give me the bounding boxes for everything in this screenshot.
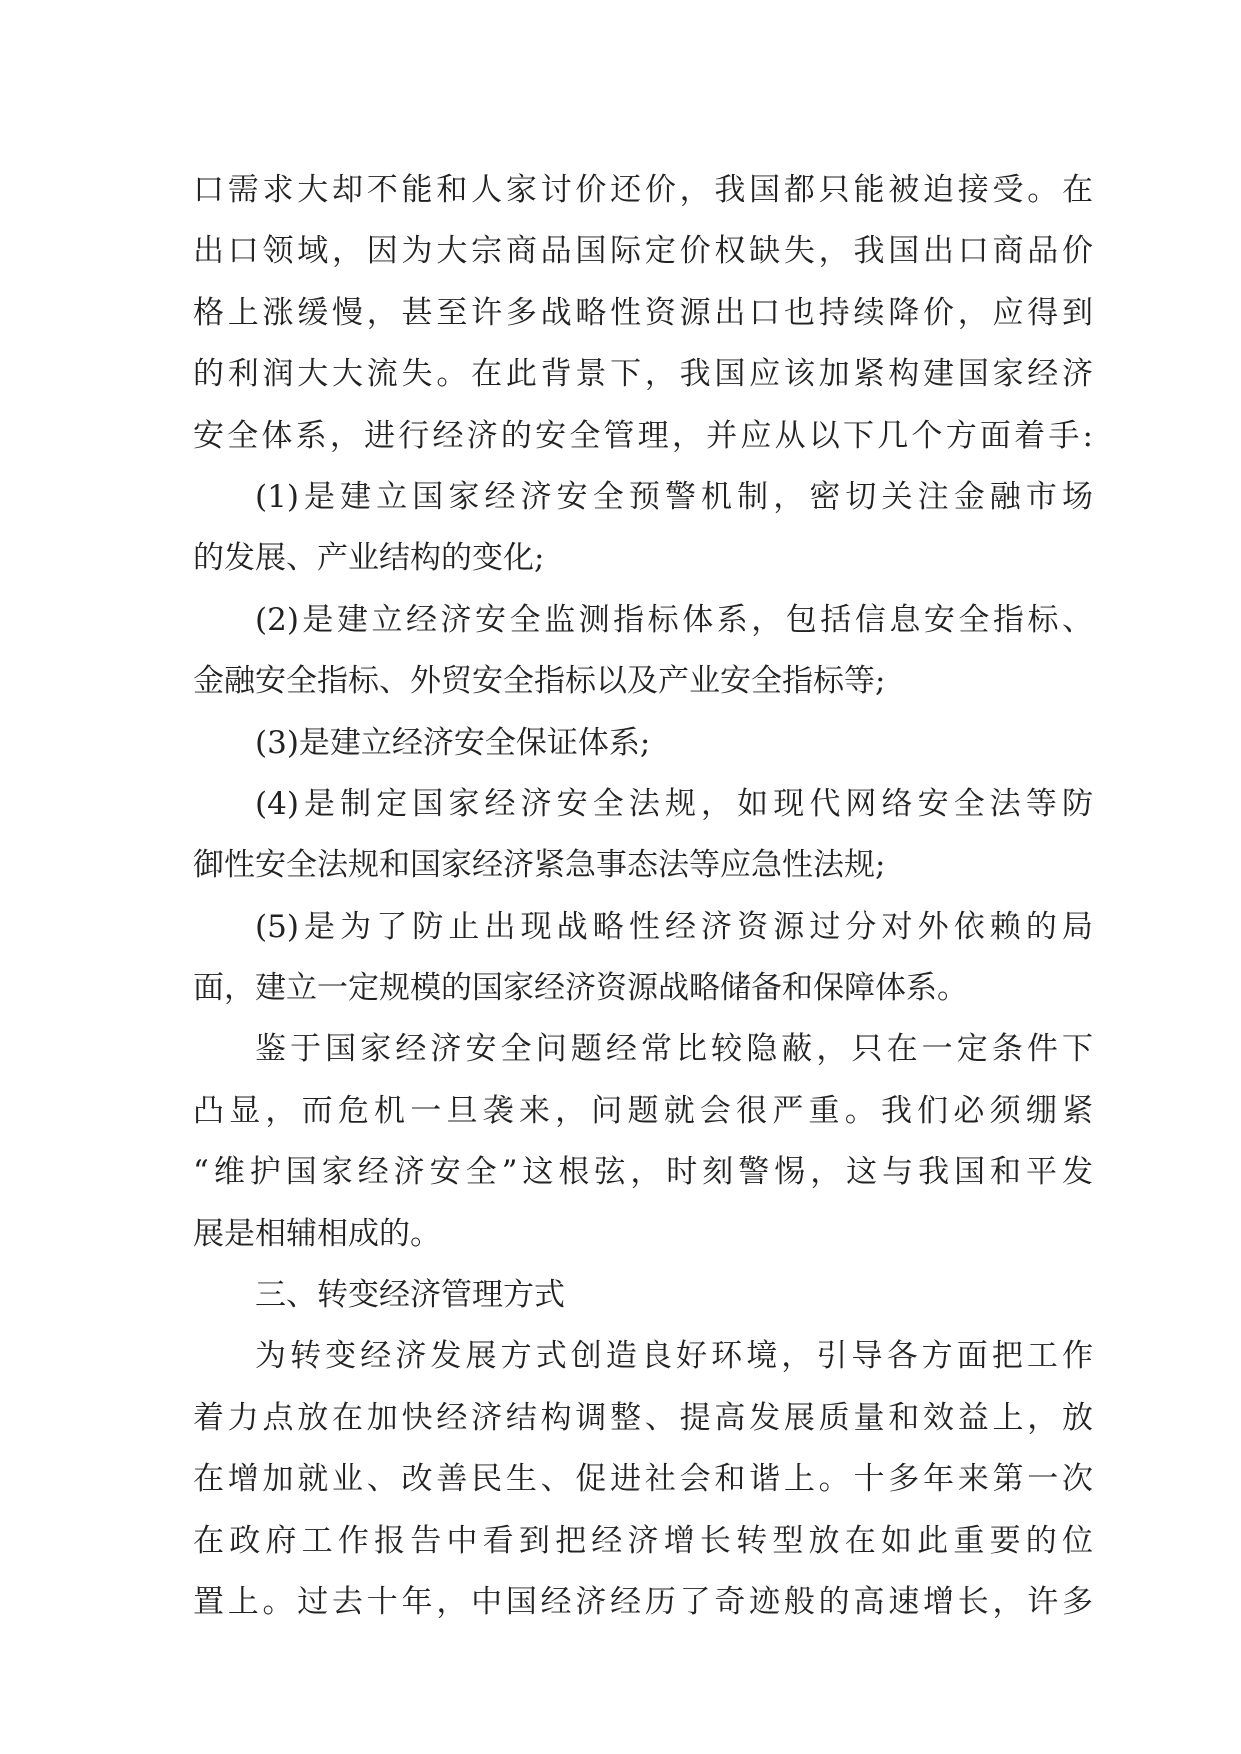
list-item-5-line: (5)是为了防止出现战略性经济资源过分对外依赖的局 (255, 908, 1093, 945)
section-heading: 三、转变经济管理方式 (255, 1277, 565, 1314)
text-line: “维护国家经济安全”这根弦，时刻警惕，这与我国和平发 (193, 1154, 1093, 1191)
document-body (193, 160, 1093, 1633)
list-item-4-line: (4)是制定国家经济安全法规，如现代网络安全法等防 (255, 785, 1093, 822)
text-line: 格上涨缓慢，甚至许多战略性资源出口也持续降价，应得到 (193, 294, 1093, 331)
text-line: 口需求大却不能和人家讨价还价，我国都只能被迫接受。在 (193, 172, 1093, 208)
text-line: 的发展、产业结构的变化; (193, 540, 545, 577)
text-line: 着力点放在加快经济结构调整、提高发展质量和效益上，放 (193, 1399, 1093, 1436)
text-line: 安全体系，进行经济的安全管理，并应从以下几个方面着手: (193, 417, 1093, 454)
text-line: 御性安全法规和国家经济紧急事态法等应急性法规; (193, 847, 886, 884)
text-line: 在政府工作报告中看到把经济增长转型放在如此重要的位 (193, 1522, 1093, 1559)
text-line: 出口领域，因为大宗商品国际定价权缺失，我国出口商品价 (193, 233, 1093, 270)
list-item-3-line: (3)是建立经济安全保证体系; (255, 724, 651, 761)
paragraph-start-line: 为转变经济发展方式创造良好环境，引导各方面把工作 (255, 1338, 1093, 1375)
text-line: 凸显，而危机一旦袭来，问题就会很严重。我们必须绷紧 (193, 1092, 1093, 1129)
paragraph-start-line: 鉴于国家经济安全问题经常比较隐蔽，只在一定条件下 (255, 1031, 1093, 1068)
text-line: 在增加就业、改善民生、促进社会和谐上。十多年来第一次 (193, 1461, 1093, 1498)
text-line: 面，建立一定规模的国家经济资源战略储备和保障体系。 (193, 970, 968, 1007)
text-line: 置上。过去十年，中国经济经历了奇迹般的高速增长，许多 (193, 1583, 1093, 1620)
text-line: 金融安全指标、外贸安全指标以及产业安全指标等; (193, 663, 886, 700)
text-line: 展是相辅相成的。 (193, 1215, 441, 1252)
list-item-2-line: (2)是建立经济安全监测指标体系，包括信息安全指标、 (255, 601, 1093, 638)
text-line: 的利润大大流失。在此背景下，我国应该加紧构建国家经济 (193, 356, 1093, 393)
list-item-1-line: (1)是建立国家经济安全预警机制，密切关注金融市场 (255, 478, 1093, 515)
